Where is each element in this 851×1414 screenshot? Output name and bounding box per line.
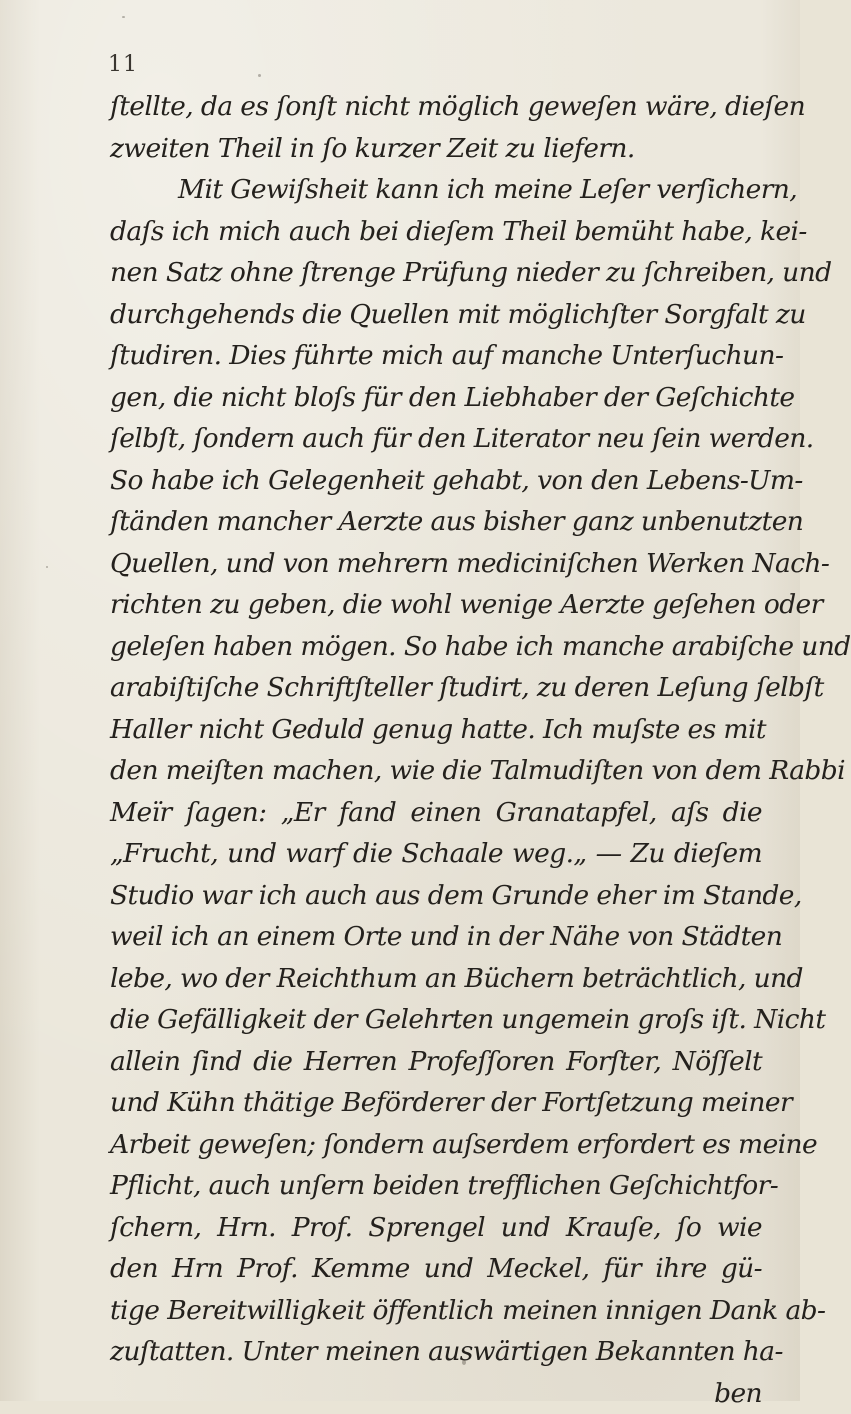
text-line: die Gefälligkeit der Gelehrten ungemein groſs iſt. Nicht [110, 999, 762, 1041]
text-line: Pflicht, auch unſern beiden trefflichen Geſchichtfor- [110, 1165, 762, 1207]
paper-speck [46, 566, 48, 568]
paper-speck [462, 1360, 466, 1365]
text-line: geleſen haben mögen. So habe ich manche arabiſche und [110, 626, 762, 668]
paper-speck [122, 16, 125, 18]
text-line: Quellen, und von mehrern mediciniſchen Werken Nach- [110, 543, 762, 585]
text-line: allein ſind die Herren Profeſſoren Forſter, Nöſſelt [110, 1041, 762, 1083]
page-number: 11 [108, 52, 138, 77]
text-line: Studio war ich auch aus dem Grunde eher im Stande, [110, 875, 762, 917]
text-line: den Hrn Prof. Kemme und Meckel, für ihre gü- [110, 1248, 762, 1290]
paper-speck [258, 74, 261, 77]
text-line: ſtudiren. Dies führte mich auf manche Unterſuchun- [110, 335, 762, 377]
text-line: richten zu geben, die wohl wenige Aerzte geſehen oder [110, 584, 762, 626]
text-line: ſelbſt, ſondern auch für den Literator neu ſein werden. [110, 418, 762, 460]
paper-speck [768, 1352, 771, 1355]
text-line: tige Bereitwilligkeit öffentlich meinen innigen Dank ab- [110, 1290, 762, 1332]
text-line: So habe ich Gelegenheit gehabt, von den Lebens-Um- [110, 460, 762, 502]
text-line: lebe, wo der Reichthum an Büchern beträchtlich, und [110, 958, 762, 1000]
text-line: Haller nicht Geduld genug hatte. Ich muſste es mit [110, 709, 762, 751]
text-line: „Frucht, und warf die Schaale weg.„ — Zu dieſem [110, 833, 762, 875]
text-line: Arbeit geweſen; ſondern auſserdem erfordert es meine [110, 1124, 762, 1166]
catchword: ben [110, 1373, 762, 1414]
text-line: durchgehends die Quellen mit möglichſter Sorgfalt zu [110, 294, 762, 336]
text-line: ſchern, Hrn. Prof. Sprengel und Krauſe, ſo wie [110, 1207, 762, 1249]
text-line: den meiſten machen, wie die Talmudiſten von dem Rabbi [110, 750, 762, 792]
text-line: Meïr ſagen: „Er fand einen Granatapfel, aſs die [110, 792, 762, 834]
text-line: arabiſtiſche Schriftſteller ſtudirt, zu deren Leſung ſelbſt [110, 667, 762, 709]
text-line: zuſtatten. Unter meinen auswärtigen Bekannten ha- [110, 1331, 762, 1373]
body-text [110, 86, 762, 1414]
text-line: Mit Gewiſsheit kann ich meine Leſer verſichern, [110, 169, 762, 211]
text-line: und Kühn thätige Beförderer der Fortſetzung meiner [110, 1082, 762, 1124]
text-line: gen, die nicht bloſs für den Liebhaber der Geſchichte [110, 377, 762, 419]
text-line: zweiten Theil in ſo kurzer Zeit zu liefern. [110, 128, 762, 170]
text-line: ſtänden mancher Aerzte aus bisher ganz unbenutzten [110, 501, 762, 543]
text-line: weil ich an einem Orte und in der Nähe von Städten [110, 916, 762, 958]
text-line: nen Satz ohne ſtrenge Prüfung nieder zu ſchreiben, und [110, 252, 762, 294]
text-line: ſtellte, da es ſonſt nicht möglich geweſen wäre, dieſen [110, 86, 762, 128]
text-line: daſs ich mich auch bei dieſem Theil bemüht habe, kei- [110, 211, 762, 253]
